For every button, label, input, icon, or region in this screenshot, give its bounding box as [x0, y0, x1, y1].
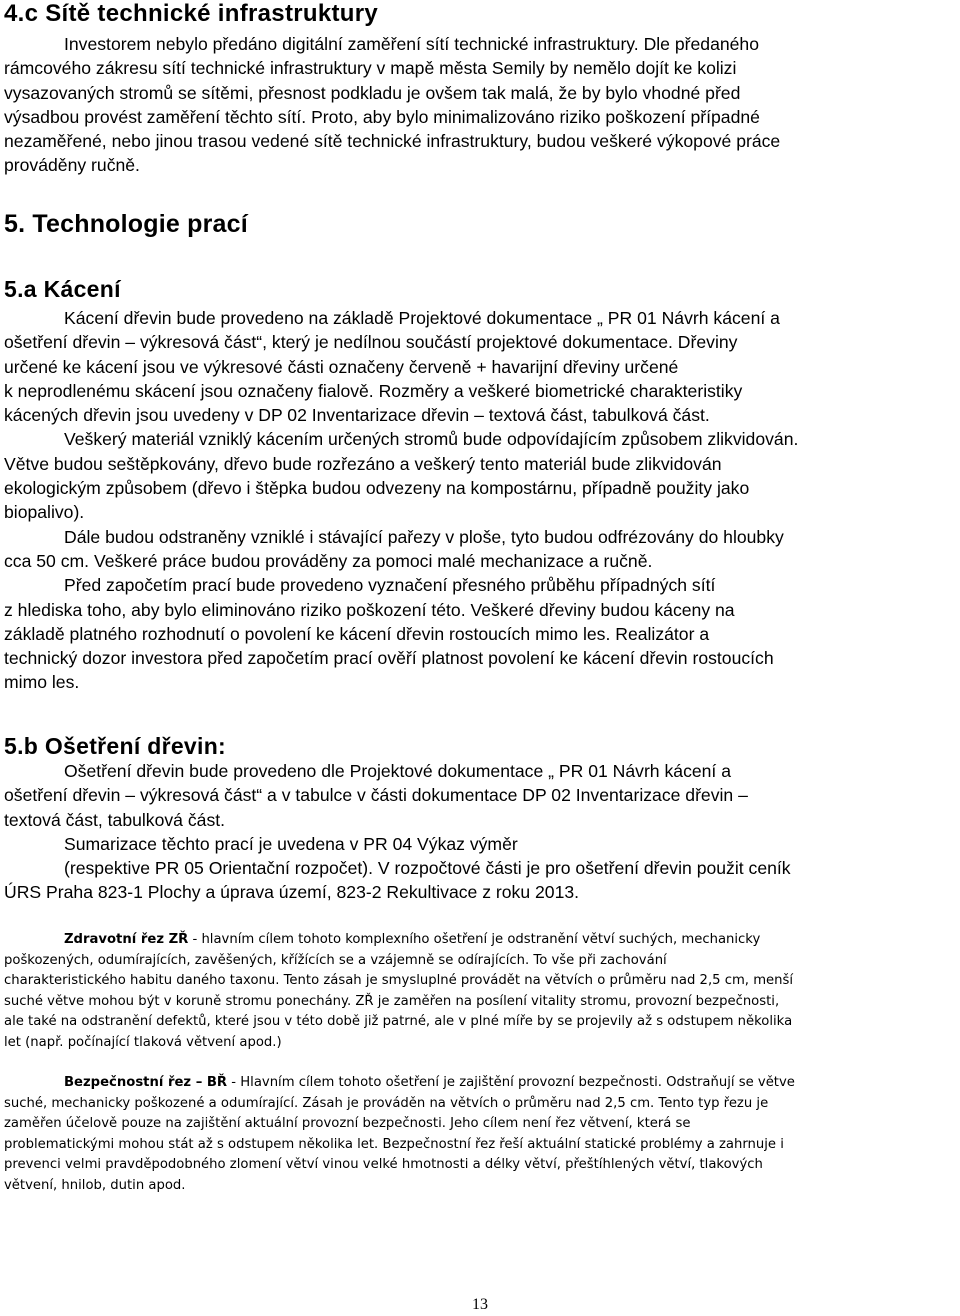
text-line: - Hlavním cílem tohoto ošetření je zajištění provozní bezpečnosti. Odstraňují se větve [227, 1075, 795, 1090]
text-line: Kácení dřevin bude provedeno na základě Projektové dokumentace „ PR 01 Návrh kácení a [64, 308, 780, 328]
text-line: ÚRS Praha 823-1 Plochy a úprava území, 823-2 Rekultivace z roku 2013. [4, 882, 580, 903]
text-line: let (např. počínající tlaková větvení apod.) [4, 1034, 282, 1050]
text-line: nezaměřené, nebo jinou trasou vedené sítě technické infrastruktury, budou veškeré výkopové práce [4, 131, 781, 152]
paragraph-5a [4, 306, 956, 695]
text-line: biopalivo). [4, 502, 85, 523]
text-line: Sumarizace těchto prací je uvedena v PR 04 Výkaz výměr [64, 833, 518, 854]
text-line: výsadbou provést zaměření těchto sítí. Proto, aby bylo minimalizováno riziko poškození případné [4, 106, 760, 127]
text-line: z hlediska toho, aby bylo eliminováno riziko poškození této. Veškeré dřeviny budou káceny na [4, 599, 735, 620]
heading-4c: 4.c Sítě technické infrastruktury [4, 0, 379, 27]
text-line: kácených dřevin jsou uvedeny v DP 02 Inventarizace dřevin – textová část, tabulková část. [4, 405, 710, 426]
text-line: ale také na odstranění defektů, které jsou v této době již patrné, ale v plné míře by se projevily až s odstupem několika [4, 1014, 793, 1030]
paragraph-5b [4, 759, 956, 905]
text-line: ekologickým způsobem (dřevo i štěpka budou odvezeny na kompostárnu, případně použity jako [4, 478, 750, 499]
text-line: suché, mechanicky poškozené a odumírající. Zásah je prováděn na větvích o průměru nad 2,5 cm. Tento typ řezu je [4, 1095, 769, 1111]
heading-5b: 5.b Ošetření dřevin: [4, 733, 227, 759]
text-line: k neprodlenému skácení jsou označeny fialově. Rozměry a veškeré biometrické charakteristiky [4, 380, 743, 401]
text-line: prevenci velmi pravděpodobného zlomení větví vinou velké hmotnosti a délky větví, přeštíhlených větví, tlakových [4, 1157, 763, 1173]
text-line: Dále budou odstraněny vzniklé i stávající pařezy v ploše, tyto budou odfrézovány do hloubky [64, 526, 784, 547]
text-line: cca 50 cm. Veškeré práce budou prováděny za pomoci malé mechanizace a ručně. [4, 550, 653, 571]
text-line: rámcového zákresu sítí technické infrastruktury v mapě města Semily by nemělo dojít ke kolizi [4, 58, 737, 79]
text-line: (respektive PR 05 Orientační rozpočet). V rozpočtové části je pro ošetření dřevin použit ceník [64, 858, 791, 879]
text-line: problematickými mohou stát až s odstupem několika let. Bezpečnostní řez řeší aktuální statické problémy a zahrnuje i [4, 1136, 784, 1152]
paragraph-4c [4, 32, 956, 178]
text-line: - hlavním cílem tohoto komplexního ošetření je odstranění větví suchých, mechanicky [188, 932, 761, 947]
text-line: Ošetření dřevin bude provedeno dle Projektové dokumentace „ PR 01 Návrh kácení a [64, 761, 731, 781]
text-line: základě platného rozhodnutí o povolení ke kácení dřevin rostoucích mimo les. Realizátor a [4, 623, 710, 644]
text-line: větvení, hnilob, dutin apod. [4, 1177, 186, 1193]
term-zdravotni-rez: Zdravotní řez ZŘ [64, 932, 189, 947]
text-line: suché větve mohou být v koruně stromu ponechány. ZŘ je zaměřen na posílení vitality stromu, provozní bezpečnosti, [4, 993, 780, 1009]
text-line: zaměřen účelově pouze na zajištění aktuální provozní bezpečnosti. Jeho cílem není řez větvení, která se [4, 1116, 691, 1132]
paragraph-zdravotni-rez [4, 930, 956, 1054]
text-line: poškozených, odumírajících, zavěšených, křížících se a vzájemně se odírajících. To vše při zachování [4, 952, 667, 968]
text-line: vysazovaných stromů se sítěmi, přesnost podkladu je ovšem tak malá, že by bylo vhodné před [4, 82, 741, 103]
text-line: ošetření dřevin – výkresová část“ a v tabulce v části dokumentace DP 02 Inventarizace dřevin – [4, 785, 748, 806]
text-line: Před započetím prací bude provedeno vyznačení přesného průběhu případných sítí [64, 575, 716, 596]
text-line: Veškerý materiál vzniklý kácením určených stromů bude odpovídajícím způsobem zlikvidován. [64, 429, 799, 450]
heading-5: 5. Technologie prací [4, 210, 248, 238]
text-line: ošetření dřevin – výkresová část“, který je nedílnou součástí projektové dokumentace. Dřeviny [4, 332, 738, 353]
text-line: technický dozor investora před započetím prací ověří platnost povolení ke kácení dřevin rostoucích [4, 648, 774, 669]
text-line: prováděny ručně. [4, 155, 140, 176]
text-line: mimo les. [4, 672, 80, 693]
text-line: textová část, tabulková část. [4, 809, 226, 830]
text-line: Investorem nebylo předáno digitální zaměření sítí technické infrastruktury. Dle předaného [64, 34, 759, 54]
page-number: 13 [472, 1296, 488, 1313]
heading-5a: 5.a Kácení [4, 276, 121, 302]
text-line: určené ke kácení jsou ve výkresové části označeny červeně + havarijní dřeviny určené [4, 356, 679, 377]
text-line: Větve budou seštěpkovány, dřevo bude rozřezáno a veškerý tento materiál bude zlikvidován [4, 453, 722, 474]
text-line: charakteristického habitu daného taxonu. Tento zásah je smysluplné provádět na větvích o průměru nad 2,5 cm, menší [4, 973, 794, 989]
term-bezpecnostni-rez: Bezpečnostní řez – BŘ [64, 1075, 228, 1090]
paragraph-bezpecnostni-rez [4, 1073, 956, 1197]
